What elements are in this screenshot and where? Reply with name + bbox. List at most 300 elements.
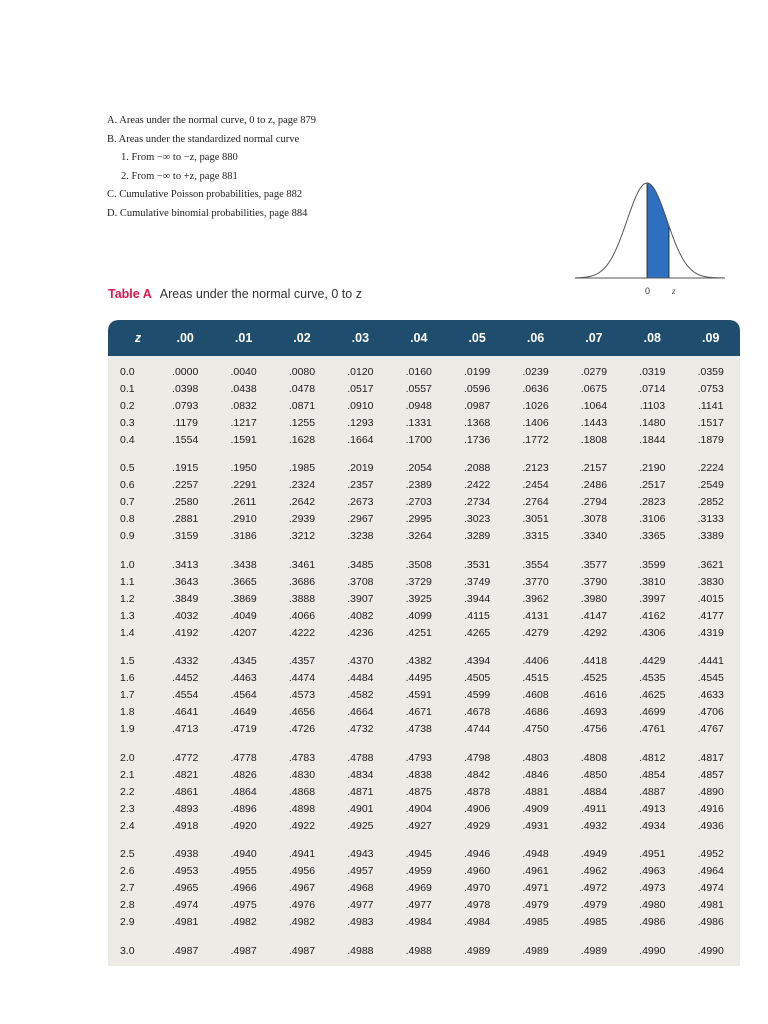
area-value: .4896 [230, 802, 257, 815]
area-value: .3770 [522, 575, 549, 588]
area-value: .4940 [230, 848, 257, 860]
area-value: .0596 [464, 382, 491, 395]
row-group [108, 846, 740, 931]
area-value: .4974 [172, 899, 199, 911]
table-row [108, 528, 740, 545]
area-value: .3289 [464, 530, 491, 542]
area-value: .1700 [405, 433, 432, 446]
area-value: .4838 [405, 768, 432, 781]
area-value: .4975 [230, 899, 257, 911]
area-value: .2673 [347, 496, 374, 508]
area-value: .4989 [580, 944, 608, 957]
area-value: .2764 [522, 496, 549, 508]
area-value: .4772 [172, 751, 199, 764]
area-value: .3962 [522, 592, 549, 605]
z-value: 0.7 [120, 496, 135, 508]
area-value: .4793 [405, 751, 432, 764]
area-value: .1808 [580, 433, 608, 446]
area-value: .3729 [405, 575, 432, 588]
area-value: .2157 [580, 462, 608, 474]
area-value: .4922 [288, 819, 316, 832]
area-value: .0199 [464, 365, 491, 378]
area-value: .0636 [522, 382, 549, 395]
area-value: .0239 [522, 365, 549, 378]
table-of-contents [107, 112, 316, 223]
table-row [108, 624, 740, 641]
area-value: .4965 [172, 882, 199, 894]
area-value: .4953 [172, 865, 199, 877]
area-value: .4864 [230, 785, 257, 798]
area-value: .4964 [697, 865, 724, 877]
area-value: .4803 [522, 751, 549, 764]
area-value: .3599 [639, 558, 666, 571]
area-value: .3925 [405, 592, 432, 605]
area-value: .4177 [697, 609, 724, 622]
area-value: .0438 [230, 382, 257, 395]
area-value: .3665 [230, 575, 257, 588]
area-value: .3944 [464, 592, 491, 605]
area-value: .4505 [464, 672, 491, 684]
table-row [108, 817, 740, 834]
area-value: .3389 [697, 530, 724, 542]
area-value: .2611 [230, 496, 257, 508]
area-value: .4929 [464, 819, 491, 832]
row-group [108, 942, 740, 959]
area-value: .4846 [522, 768, 549, 781]
area-value: .4986 [697, 916, 724, 928]
area-value: .0517 [347, 382, 374, 395]
contents-item: D. Cumulative binomial probabilities, page 884 [107, 207, 308, 219]
z-value: 0.0 [120, 365, 135, 378]
area-value: .4099 [405, 609, 432, 622]
table-row [108, 942, 740, 959]
area-value: .4893 [172, 802, 199, 815]
area-value: .3849 [172, 592, 199, 605]
area-value: .3790 [580, 575, 608, 588]
area-value: .4222 [288, 626, 316, 639]
area-value: .4599 [464, 689, 491, 701]
area-value: .4955 [230, 865, 257, 877]
area-value: .4949 [580, 848, 608, 860]
area-value: .2088 [464, 462, 491, 474]
area-value: .4706 [697, 706, 724, 718]
table-row [108, 783, 740, 800]
area-value: .4633 [697, 689, 724, 701]
zero-label: 0 [645, 286, 651, 296]
z-value: 0.3 [120, 416, 135, 429]
area-value: .3315 [522, 530, 549, 542]
area-value: .4990 [639, 944, 666, 957]
row-group [108, 363, 740, 448]
area-value: .1368 [464, 416, 491, 429]
area-value: .2794 [580, 496, 608, 508]
area-value: .4986 [639, 916, 666, 928]
area-value: .4982 [230, 916, 257, 928]
area-value: .4719 [230, 723, 257, 735]
area-value: .3686 [288, 575, 316, 588]
table-row [108, 363, 740, 380]
z-value: 1.4 [120, 626, 135, 639]
table-row [108, 800, 740, 817]
z-value: 2.8 [120, 899, 135, 911]
table-row [108, 670, 740, 687]
area-value: .4985 [580, 916, 608, 928]
area-value: .4854 [639, 768, 666, 781]
table-row [108, 511, 740, 528]
header-col: .09 [702, 331, 720, 345]
area-value: .4678 [464, 706, 491, 718]
area-value: .4974 [697, 882, 724, 894]
z-value: 2.9 [120, 916, 135, 928]
area-value: .4452 [172, 672, 199, 684]
header-col: .00 [176, 331, 194, 345]
area-value: .4664 [347, 706, 374, 718]
area-value: .2422 [464, 479, 491, 491]
area-value: .4192 [172, 626, 199, 639]
area-value: .0160 [405, 365, 432, 378]
header-z: z [134, 331, 142, 345]
z-value: 0.6 [120, 479, 135, 491]
area-value: .3159 [172, 530, 199, 542]
z-value: 0.1 [120, 382, 135, 395]
z-value: 2.6 [120, 865, 135, 877]
area-value: .4925 [347, 819, 374, 832]
area-value: .2257 [172, 479, 199, 491]
area-value: .4641 [172, 706, 199, 718]
area-value: .4732 [347, 723, 374, 735]
area-value: .4699 [639, 706, 666, 718]
area-value: .3708 [347, 575, 374, 588]
area-value: .4015 [697, 592, 724, 605]
z-value: 2.5 [120, 848, 135, 860]
area-value: .0987 [464, 399, 491, 412]
area-value: .4943 [347, 848, 374, 860]
area-value: .2967 [347, 513, 374, 525]
area-value: .4987 [288, 944, 316, 957]
area-value: .1736 [464, 433, 491, 446]
area-value: .4976 [288, 899, 316, 911]
area-value: .2580 [172, 496, 199, 508]
area-value: .4979 [522, 899, 549, 911]
table-row [108, 897, 740, 914]
table-row [108, 573, 740, 590]
contents-item: 1. From −∞ to −z, page 880 [121, 152, 238, 163]
z-value: 1.0 [120, 558, 135, 571]
area-value: .4049 [230, 609, 257, 622]
table-row [108, 494, 740, 511]
area-value: .4936 [697, 819, 724, 832]
area-value: .4686 [522, 706, 549, 718]
area-value: .0675 [580, 382, 608, 395]
area-value: .3340 [580, 530, 608, 542]
table-row [108, 477, 740, 494]
contents-item: B. Areas under the standardized normal curve [107, 133, 300, 145]
area-value: .4564 [230, 689, 257, 701]
area-value: .2454 [522, 479, 549, 491]
area-value: .4761 [639, 723, 666, 735]
area-value: .4945 [405, 848, 432, 860]
z-value: 2.2 [120, 785, 135, 798]
area-value: .4881 [522, 785, 549, 798]
area-value: .0832 [230, 399, 257, 412]
table-row [108, 846, 740, 863]
area-value: .4474 [288, 672, 316, 684]
area-value: .0793 [172, 399, 199, 412]
area-value: .1064 [580, 399, 608, 412]
area-value: .4984 [405, 916, 432, 928]
area-value: .4956 [288, 865, 316, 877]
area-value: .4817 [697, 751, 724, 764]
area-value: .4463 [230, 672, 257, 684]
area-value: .4989 [464, 944, 491, 957]
area-value: .0753 [697, 382, 724, 395]
area-value: .4987 [172, 944, 199, 957]
row-group [108, 749, 740, 834]
area-value: .4812 [639, 751, 666, 764]
area-value: .1591 [230, 433, 257, 446]
area-value: .4989 [522, 944, 549, 957]
area-value: .4884 [580, 785, 608, 798]
area-value: .0910 [347, 399, 374, 412]
area-value: .4901 [347, 802, 374, 815]
row-group [108, 460, 740, 545]
z-value: 2.7 [120, 882, 135, 894]
area-value: .4952 [697, 848, 724, 860]
area-value: .1517 [697, 416, 724, 429]
area-value: .4147 [580, 609, 608, 622]
area-value: .4957 [347, 865, 374, 877]
area-value: .1443 [580, 416, 608, 429]
contents-item: 2. From −∞ to +z, page 881 [121, 170, 238, 182]
table-row [108, 863, 740, 880]
table-row [108, 766, 740, 783]
area-value: .1179 [172, 416, 198, 429]
area-value: .1554 [172, 433, 199, 446]
table-row [108, 749, 740, 766]
table-header [108, 320, 740, 356]
area-value: .4887 [639, 785, 666, 798]
area-value: .4970 [464, 882, 491, 894]
area-value: .3186 [230, 530, 257, 542]
area-value: .4582 [347, 689, 374, 701]
area-value: .4988 [347, 944, 374, 957]
area-value: .3438 [230, 558, 257, 571]
area-value: .4985 [522, 916, 549, 928]
area-value: .1103 [639, 399, 666, 412]
area-value: .4616 [580, 689, 608, 701]
area-value: .1255 [288, 416, 316, 429]
area-value: .2734 [464, 496, 491, 508]
area-value: .4441 [697, 655, 724, 667]
area-value: .4904 [405, 802, 432, 815]
area-value: .0080 [288, 365, 316, 378]
area-value: .2852 [697, 496, 724, 508]
area-value: .4554 [172, 689, 199, 701]
area-value: .4573 [288, 689, 316, 701]
z-value: 0.5 [120, 462, 135, 474]
area-value: .3869 [230, 592, 257, 605]
area-value: .4808 [580, 751, 608, 764]
area-value: .4738 [405, 723, 432, 735]
area-value: .1293 [347, 416, 374, 429]
area-value: .3980 [580, 592, 608, 605]
area-value: .3643 [172, 575, 199, 588]
area-value: .4382 [405, 655, 432, 667]
area-value: .4625 [639, 689, 666, 701]
area-value: .1950 [230, 462, 257, 474]
area-value: .4484 [347, 672, 374, 684]
area-value: .4911 [581, 802, 607, 815]
area-value: .3023 [464, 513, 491, 525]
header-col: .07 [585, 331, 603, 345]
z-value: 1.8 [120, 706, 135, 718]
area-value: .2881 [172, 513, 199, 525]
area-value: .4345 [230, 655, 257, 667]
z-value: 2.1 [120, 768, 135, 781]
table-row [108, 397, 740, 414]
z-label: z [672, 286, 676, 296]
z-value: 0.4 [120, 433, 135, 446]
area-value: .0871 [288, 399, 316, 412]
z-value: 0.2 [120, 399, 135, 412]
area-value: .4941 [288, 848, 316, 860]
area-value: .4951 [639, 848, 666, 860]
area-value: .4969 [405, 882, 432, 894]
contents-item: C. Cumulative Poisson probabilities, page 882 [107, 189, 303, 200]
area-value: .4916 [697, 802, 724, 815]
area-value: .3907 [347, 592, 374, 605]
area-value: .2549 [697, 479, 724, 491]
z-value: 1.1 [120, 575, 135, 588]
area-value: .2910 [230, 513, 257, 525]
area-value: .2642 [288, 496, 316, 508]
area-value: .4934 [639, 819, 666, 832]
area-value: .4987 [230, 944, 257, 957]
area-value: .4979 [580, 899, 608, 911]
table-row [108, 380, 740, 397]
area-value: .4649 [230, 706, 257, 718]
area-value: .4082 [347, 609, 374, 622]
area-value: .3051 [522, 513, 549, 525]
contents-item: A. Areas under the normal curve, 0 to z, page 879 [107, 115, 317, 126]
table-row [108, 653, 740, 670]
area-value: .0359 [697, 365, 724, 378]
area-value: .4977 [405, 899, 432, 911]
area-value: .4826 [230, 768, 257, 781]
area-value: .2190 [639, 462, 666, 474]
area-value: .4778 [230, 751, 257, 764]
area-value: .4959 [405, 865, 432, 877]
z-value: 0.8 [120, 513, 135, 525]
area-value: .1331 [405, 416, 432, 429]
area-value: .4515 [522, 672, 549, 684]
table-caption: Areas under the normal curve, 0 to z [159, 287, 362, 301]
area-value: .3621 [697, 558, 724, 571]
header-col: .05 [468, 331, 486, 345]
area-value: .4972 [580, 882, 608, 894]
area-value: .4834 [347, 768, 374, 781]
z-value: 2.0 [120, 751, 135, 764]
area-value: .3554 [522, 558, 549, 571]
area-value: .4798 [464, 751, 491, 764]
table-tag: Table A [108, 287, 152, 301]
area-value: .3413 [172, 558, 199, 571]
area-value: .3997 [639, 592, 666, 605]
area-value: .4535 [639, 672, 666, 684]
area-value: .4418 [580, 655, 608, 667]
area-value: .4671 [405, 706, 432, 718]
area-value: .4963 [639, 865, 666, 877]
area-value: .2995 [405, 513, 432, 525]
header-col: .03 [351, 331, 370, 345]
area-value: .4961 [522, 865, 549, 877]
z-value: 1.9 [120, 723, 135, 735]
area-value: .4394 [464, 655, 491, 667]
area-value: .3078 [580, 513, 608, 525]
area-value: .4656 [288, 706, 316, 718]
table-title [108, 287, 362, 301]
area-value: .2123 [522, 462, 549, 474]
area-value: .2389 [405, 479, 432, 491]
area-value: .3264 [405, 530, 432, 542]
area-value: .4967 [288, 882, 316, 894]
table-row [108, 431, 740, 448]
area-value: .4973 [639, 882, 666, 894]
area-value: .1026 [522, 399, 549, 412]
area-value: .4913 [639, 802, 666, 815]
area-value: .1628 [288, 433, 316, 446]
area-value: .2324 [288, 479, 316, 491]
z-value: 2.4 [120, 819, 135, 832]
area-value: .1879 [697, 433, 724, 446]
area-value: .4984 [464, 916, 491, 928]
area-value: .2517 [639, 479, 666, 491]
area-value: .4744 [464, 723, 491, 735]
row-group [108, 653, 740, 738]
area-value: .4357 [288, 655, 316, 667]
area-value: .4788 [347, 751, 374, 764]
area-value: .4292 [580, 626, 608, 639]
area-value: .2224 [697, 462, 724, 474]
area-value: .1844 [639, 433, 666, 446]
area-value: .3461 [288, 558, 316, 571]
area-value: .4608 [522, 689, 549, 701]
area-value: .4988 [405, 944, 432, 957]
area-value: .4977 [347, 899, 374, 911]
area-value: .4713 [172, 723, 199, 735]
area-value: .4909 [522, 802, 549, 815]
area-value: .4898 [288, 802, 316, 815]
area-value: .4981 [697, 899, 724, 911]
area-value: .4251 [405, 626, 432, 639]
area-value: .4983 [347, 916, 374, 928]
header-col: .01 [234, 331, 253, 345]
area-value: .3106 [639, 513, 666, 525]
area-value: .3749 [464, 575, 491, 588]
area-value: .4861 [172, 785, 199, 798]
table-row [108, 556, 740, 573]
header-col: .08 [643, 331, 662, 345]
area-value: .4406 [522, 655, 549, 667]
area-value: .4927 [405, 819, 432, 832]
area-value: .2823 [639, 496, 666, 508]
area-value: .1141 [697, 399, 724, 412]
area-value: .4750 [522, 723, 549, 735]
area-value: .2939 [288, 513, 316, 525]
area-value: .1480 [639, 416, 666, 429]
area-value: .4279 [522, 626, 549, 639]
area-value: .1915 [172, 462, 199, 474]
